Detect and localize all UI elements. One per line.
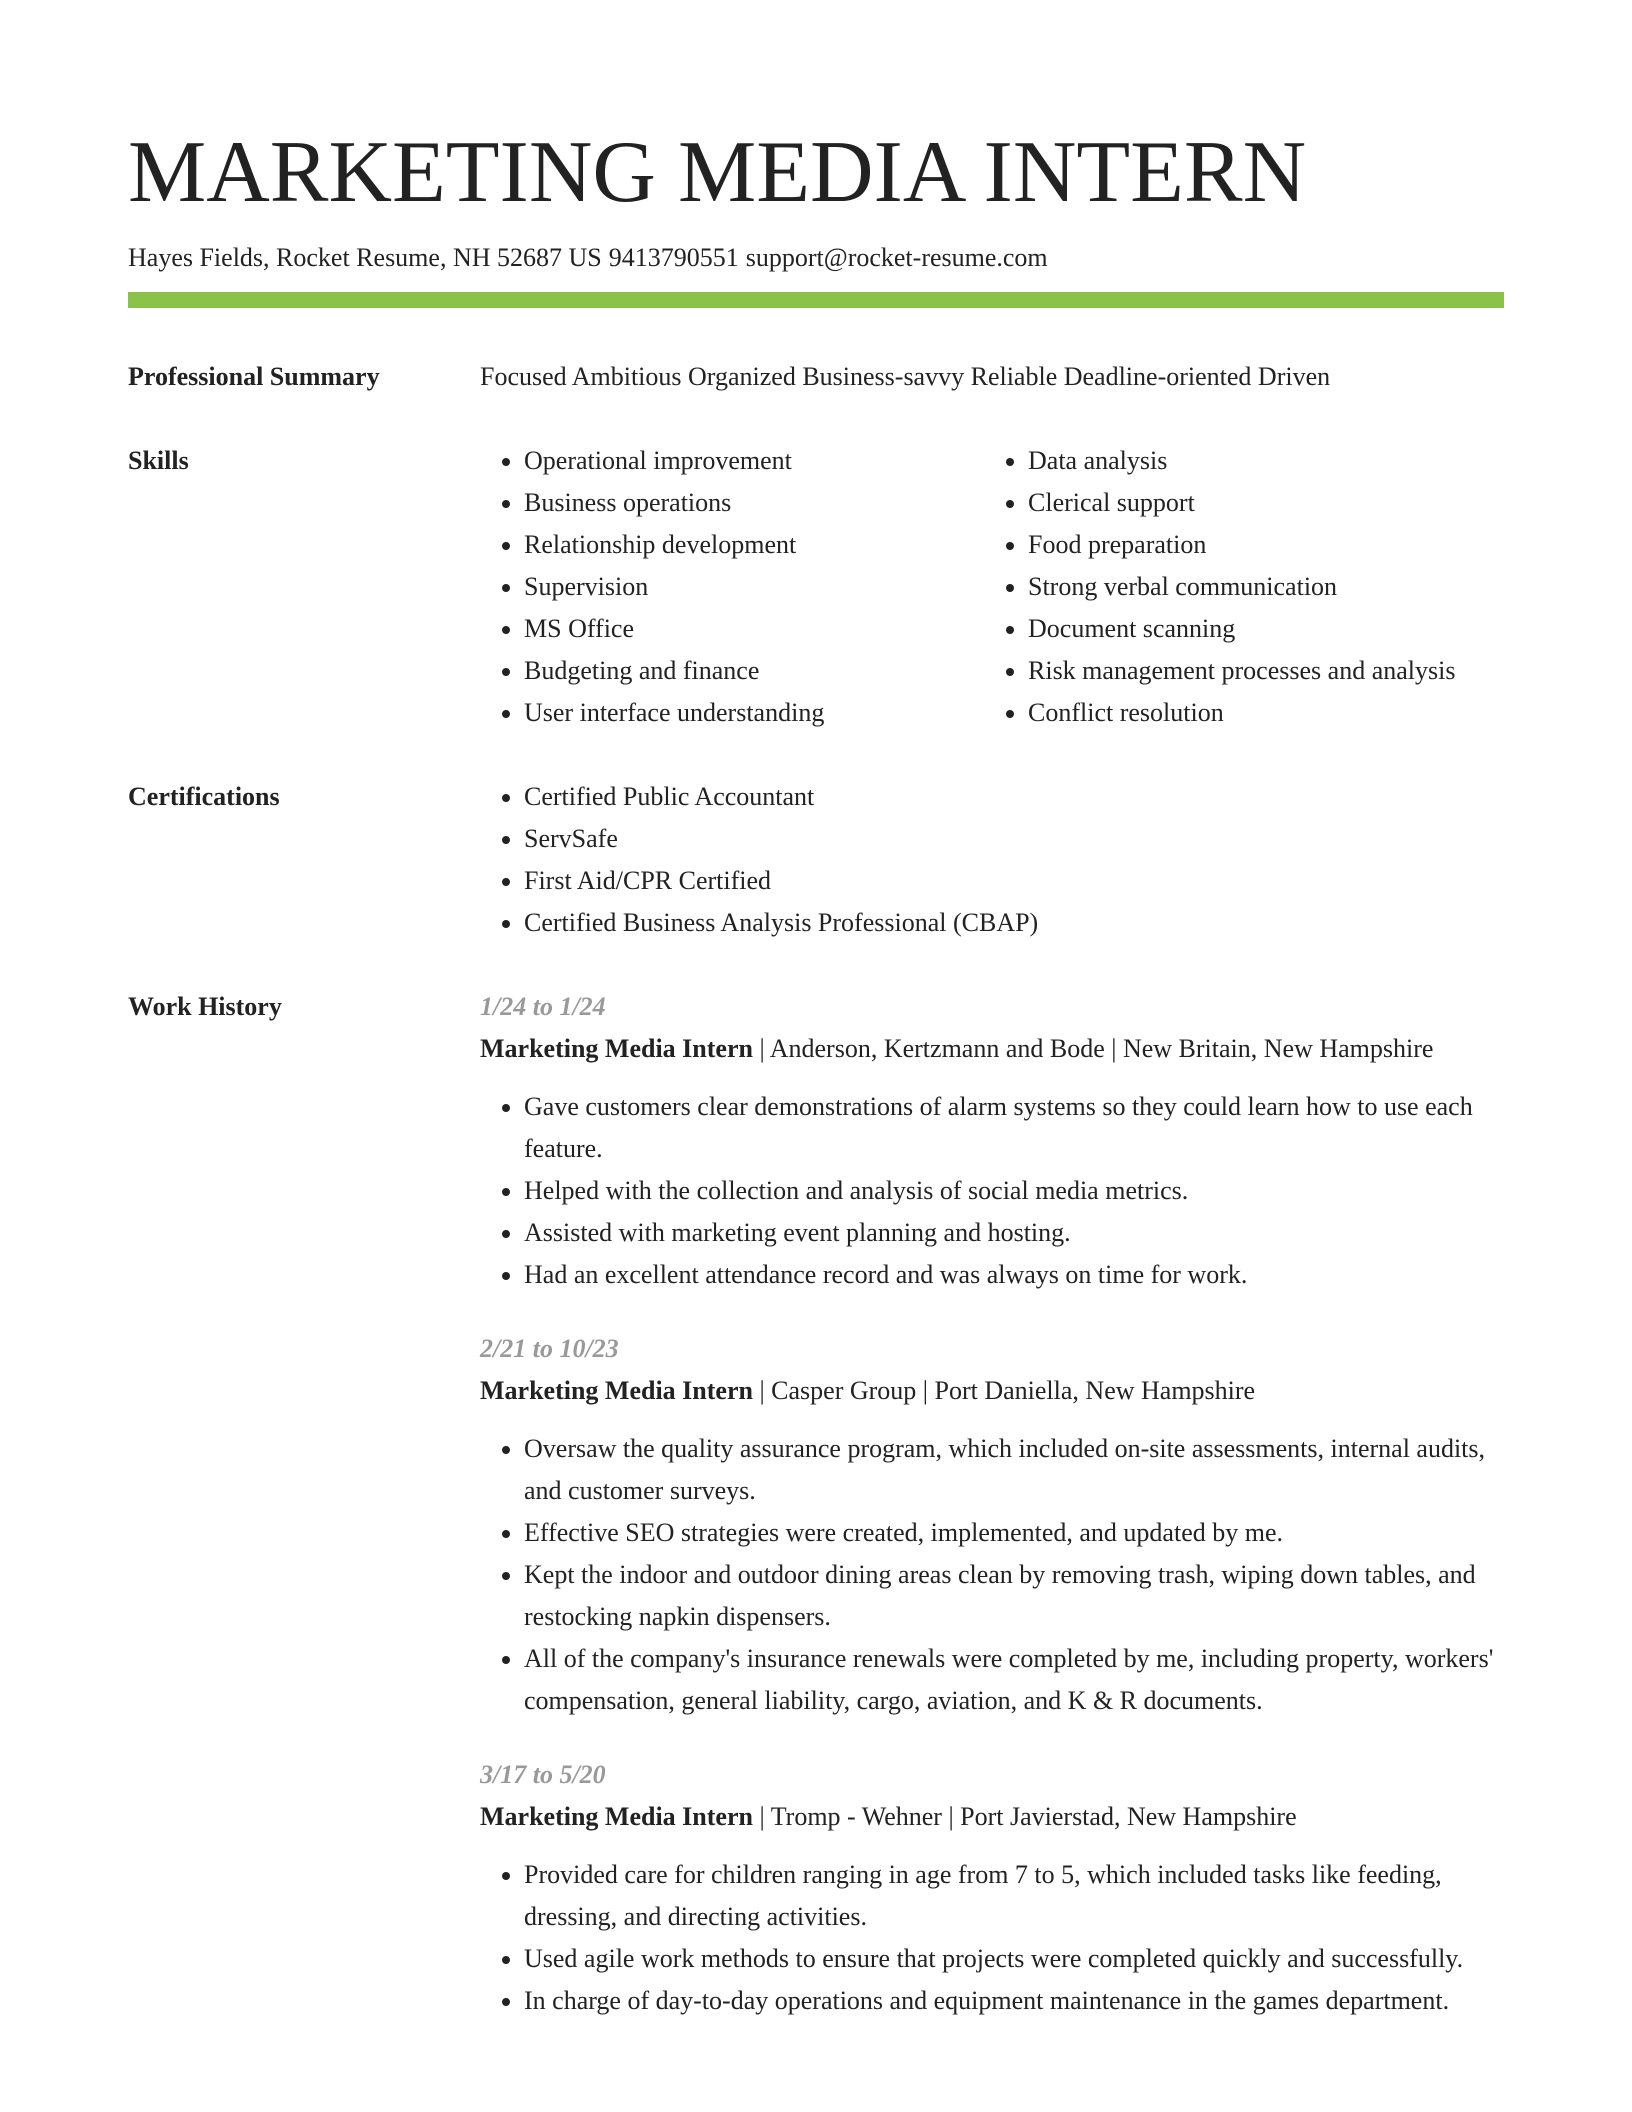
contact-line <box>128 242 1504 273</box>
header-divider <box>128 292 1504 308</box>
job-bullet: • Had an excellent attendance record and was always on time for work. <box>524 1254 1504 1296</box>
skill-item: • Relationship development <box>524 524 984 566</box>
skills-section <box>128 440 1504 734</box>
skill-item: • Business operations <box>524 482 984 524</box>
job-bullet: • Provided care for children ranging in age from 7 to 5, which included tasks like feeding, dressing, and directing activities. <box>524 1854 1504 1938</box>
skill-item: • MS Office <box>524 608 984 650</box>
job-bullet: • In charge of day-to-day operations and equipment maintenance in the games department. <box>524 1980 1504 2022</box>
certifications-list <box>480 776 1504 944</box>
summary-label: Professional Summary <box>128 362 380 392</box>
job-bullet: • All of the company's insurance renewals were completed by me, including property, workers' compensation, general liability, cargo, aviation, and K & R documents. <box>524 1638 1504 1722</box>
certification-item: • First Aid/CPR Certified <box>524 860 1504 902</box>
skill-item: • Clerical support <box>1028 482 1455 524</box>
job-dates: 1/24 to 1/24 <box>480 992 606 1022</box>
job-dates: 3/17 to 5/20 <box>480 1760 606 1790</box>
job-heading <box>480 1370 1504 1412</box>
skill-item: • Supervision <box>524 566 984 608</box>
job-bullet: • Helped with the collection and analysis of social media metrics. <box>524 1170 1504 1212</box>
skill-item: • Budgeting and finance <box>524 650 984 692</box>
certifications-section <box>128 776 1504 944</box>
certification-item: • Certified Public Accountant <box>524 776 1504 818</box>
skills-columns <box>480 440 1504 734</box>
job-entry <box>480 1328 1504 1722</box>
certification-item: • ServSafe <box>524 818 1504 860</box>
work-history-section <box>128 986 1504 2022</box>
resume-title: MARKETING MEDIA INTERN <box>128 124 1307 221</box>
skill-item: • Risk management processes and analysis <box>1028 650 1455 692</box>
job-details: | Casper Group | Port Daniella, New Hampshire <box>752 1376 1256 1406</box>
skill-item: • Data analysis <box>1028 440 1455 482</box>
job-bullet: • Assisted with marketing event planning and hosting. <box>524 1212 1504 1254</box>
job-bullet: • Effective SEO strategies were created, implemented, and updated by me. <box>524 1512 1504 1554</box>
skill-item: • User interface understanding <box>524 692 984 734</box>
contact-address: Hayes Fields, Rocket Resume, NH 52687 US <box>128 243 602 272</box>
skill-item: • Food preparation <box>1028 524 1455 566</box>
skill-item: • Conflict resolution <box>1028 692 1455 734</box>
job-bullet: • Gave customers clear demonstrations of alarm systems so they could learn how to use each feature. <box>524 1086 1504 1170</box>
certification-item: • Certified Business Analysis Professional (CBAP) <box>524 902 1504 944</box>
job-title: Marketing Media Intern <box>480 1802 753 1832</box>
summary-section <box>128 356 1504 398</box>
job-entry <box>480 1754 1504 2022</box>
job-heading <box>480 1028 1504 1070</box>
job-title: Marketing Media Intern <box>480 1376 753 1406</box>
job-bullet: • Kept the indoor and outdoor dining areas clean by removing trash, wiping down tables, and restocking napkin dispensers. <box>524 1554 1504 1638</box>
certifications-label: Certifications <box>128 782 280 812</box>
skills-list-left <box>480 440 984 734</box>
skills-list-right <box>984 440 1455 734</box>
contact-phone: 9413790551 <box>608 243 739 272</box>
job-bullets <box>480 1428 1504 1722</box>
job-details: | Tromp - Wehner | Port Javierstad, New Hampshire <box>752 1802 1297 1832</box>
job-details: | Anderson, Kertzmann and Bode | New Britain, New Hampshire <box>752 1034 1434 1064</box>
summary-text: Focused Ambitious Organized Business-savvy Reliable Deadline-oriented Driven <box>480 362 1331 392</box>
work-history-content <box>480 986 1504 2022</box>
job-heading <box>480 1796 1504 1838</box>
contact-email: support@rocket-resume.com <box>745 243 1048 272</box>
skill-item: • Strong verbal communication <box>1028 566 1455 608</box>
job-entry <box>480 986 1504 1296</box>
job-bullets <box>480 1854 1504 2022</box>
job-bullet: • Used agile work methods to ensure that projects were completed quickly and successfully. <box>524 1938 1504 1980</box>
skill-item: • Document scanning <box>1028 608 1455 650</box>
job-title: Marketing Media Intern <box>480 1034 753 1064</box>
work-history-label: Work History <box>128 992 282 1022</box>
certifications-content <box>480 776 1504 944</box>
skill-item: • Operational improvement <box>524 440 984 482</box>
job-dates: 2/21 to 10/23 <box>480 1334 619 1364</box>
job-bullets <box>480 1086 1504 1296</box>
skills-label: Skills <box>128 446 189 476</box>
job-bullet: • Oversaw the quality assurance program, which included on-site assessments, internal audits, and customer surveys. <box>524 1428 1504 1512</box>
